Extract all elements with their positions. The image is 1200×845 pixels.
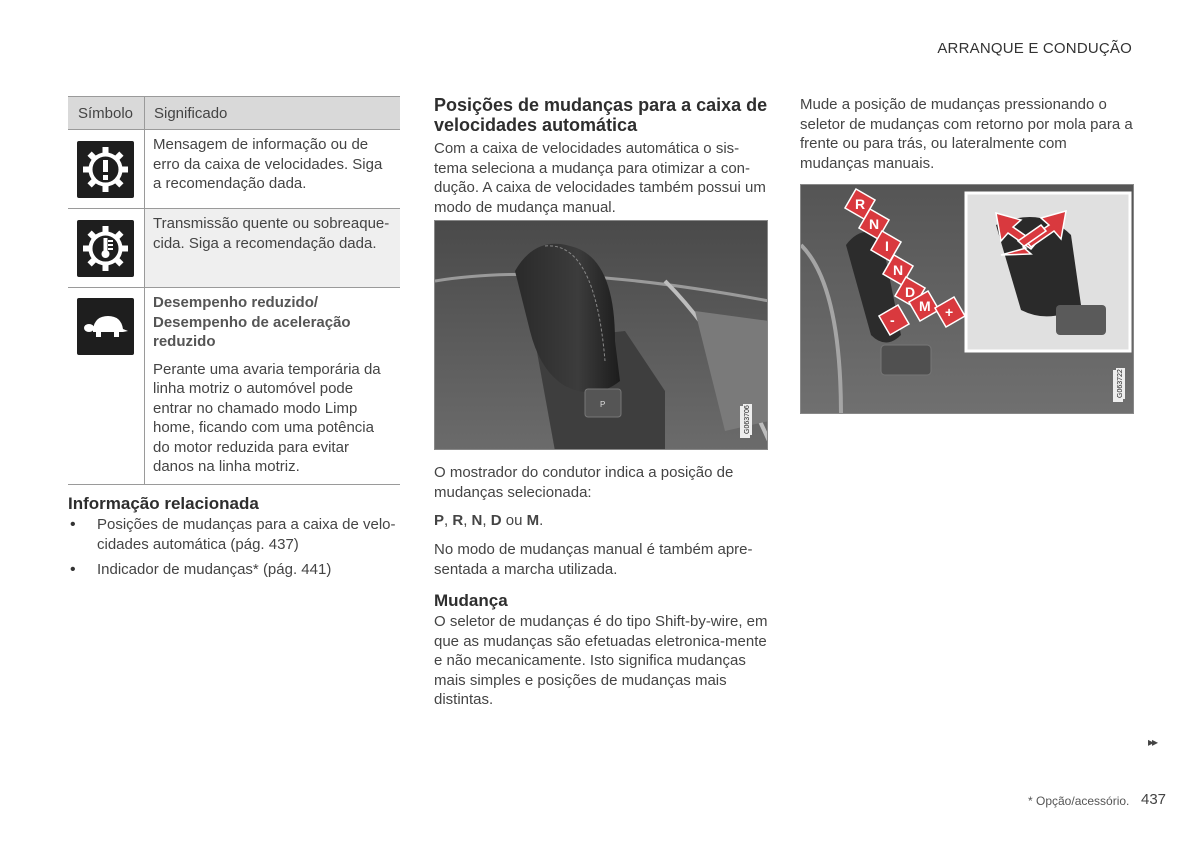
continue-arrows-icon: ▸▸ bbox=[1148, 735, 1157, 749]
gear-shift-directions-photo bbox=[800, 184, 1134, 414]
column-header-symbol: Símbolo bbox=[68, 97, 145, 129]
sub-heading: Mudança bbox=[434, 591, 508, 610]
gear-positions-line: P, R, N, D ou M. bbox=[434, 512, 544, 529]
row-meaning: Mensagem de informação ou de erro da caixa de velocidades. Siga a recomendação dada. bbox=[153, 136, 383, 192]
gear-m: M bbox=[526, 512, 540, 529]
table-row bbox=[68, 209, 400, 288]
svg-text:N: N bbox=[869, 216, 880, 232]
related-info-title: Informação relacionada bbox=[68, 494, 259, 513]
table-row bbox=[68, 130, 400, 209]
svg-text:P: P bbox=[600, 400, 606, 409]
related-link[interactable]: • Posições de mudanças para a caixa de velo-cidades automática (pág. 437) bbox=[68, 515, 398, 554]
right-paragraph: Mude a posição de mudanças pressionando o seletor de mudanças com retorno por mola para a frente ou para trás, ou lateralmente com mudanças manuais. bbox=[800, 96, 1133, 172]
related-link[interactable]: • Indicador de mudanças* (pág. 441) bbox=[68, 560, 398, 580]
section-heading: Posições de mudanças para a caixa de velocidades automática bbox=[434, 95, 768, 135]
shift-paragraph: O seletor de mudanças é do tipo Shift-by-wire, em que as mudanças são efetuadas eletronica-mente e não mecanicamente. Isto significa mudanças mais simples e posições de mudanças mais distintas. bbox=[434, 613, 768, 708]
display-paragraph: O mostrador do condutor indica a posição de mudanças selecionada: bbox=[434, 464, 734, 501]
gear-r: R bbox=[452, 512, 464, 529]
symbol-table bbox=[68, 96, 400, 485]
gear-n: N bbox=[471, 512, 483, 529]
section-header: ARRANQUE E CONDUÇÃO bbox=[937, 40, 1132, 57]
column-header-meaning: Significado bbox=[154, 105, 228, 122]
photo-code: G063706 bbox=[744, 405, 751, 434]
svg-text:-: - bbox=[890, 312, 895, 328]
intro-paragraph: Com a caixa de velocidades automática o sis-tema seleciona a mudança para otimizar a con-dução. A caixa de velocidades também possui um modo de mudança manual. bbox=[434, 140, 766, 216]
row-meaning: Transmissão quente ou sobreaque-cida. Siga a recomendação dada. bbox=[145, 209, 400, 287]
svg-text:M: M bbox=[919, 298, 931, 314]
svg-text:+: + bbox=[945, 304, 954, 320]
gear-or: ou bbox=[505, 512, 523, 529]
page-number: 437 bbox=[1141, 791, 1167, 808]
footnote: * Opção/acessório. bbox=[1028, 794, 1130, 808]
gear-p: P bbox=[434, 512, 445, 529]
manual-mode-paragraph: No modo de mudanças manual é também apre-sentada a marcha utilizada. bbox=[434, 541, 753, 578]
svg-text:N: N bbox=[893, 262, 904, 278]
photo-code: G063722 bbox=[1117, 369, 1124, 398]
table-row bbox=[68, 288, 400, 485]
turtle-icon bbox=[77, 298, 134, 355]
gear-selector-photo bbox=[434, 220, 768, 450]
gear-d: D bbox=[490, 512, 502, 529]
svg-text:D: D bbox=[905, 284, 916, 300]
row-meaning: Perante uma avaria temporária da linha motriz o automóvel pode entrar no chamado modo Limp home, ficando com uma potência do motor reduzida para evitar danos na linha motriz. bbox=[153, 360, 381, 475]
gear-temperature-icon bbox=[77, 220, 134, 277]
related-info-list bbox=[68, 515, 398, 586]
row-title: Desempenho reduzido/ Desempenho de aceleração reduzido bbox=[153, 294, 351, 350]
gear-warning-icon bbox=[77, 141, 134, 198]
svg-text:R: R bbox=[855, 196, 866, 212]
svg-text:I: I bbox=[885, 238, 889, 254]
table-header bbox=[68, 96, 400, 130]
